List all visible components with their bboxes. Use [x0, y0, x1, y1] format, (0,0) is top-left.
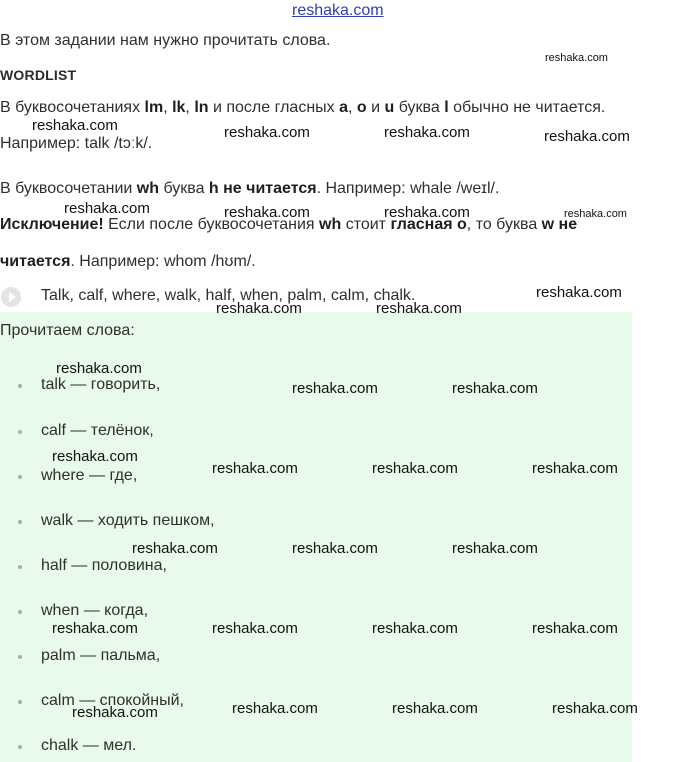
audio-label: Talk, calf, where, walk, half, when, palm, calm, chalk.: [41, 287, 416, 304]
watermark: reshaka.com: [52, 620, 138, 637]
watermark: reshaka.com: [372, 460, 458, 477]
watermark: reshaka.com: [224, 124, 310, 141]
rule-3-text: Исключение! Если после буквосочетания wh стоит гласная o, то буква w не: [0, 216, 578, 233]
bullet-icon: [18, 430, 22, 434]
watermark: reshaka.com: [52, 448, 138, 465]
word-text: walk — ходить пешком,: [41, 512, 215, 529]
rule-1-example: Например: talk /tɔːk/.: [0, 135, 153, 152]
bullet-icon: [18, 745, 22, 749]
watermark: reshaka.com: [56, 360, 142, 377]
site-logo-link[interactable]: reshaka.com: [292, 2, 384, 19]
watermark: reshaka.com: [292, 380, 378, 397]
watermark: reshaka.com: [452, 540, 538, 557]
bullet-icon: [18, 475, 22, 479]
word-text: palm — пальма,: [41, 647, 161, 664]
watermark: reshaka.com: [552, 700, 638, 717]
bullet-icon: [18, 520, 22, 524]
word-text: half — половина,: [41, 557, 167, 574]
watermark: reshaka.com: [532, 620, 618, 637]
watermark: reshaka.com: [532, 460, 618, 477]
watermark: reshaka.com: [132, 540, 218, 557]
watermark: reshaka.com: [72, 704, 158, 721]
bullet-icon: [18, 700, 22, 704]
word-text: calf — телёнок,: [41, 422, 154, 439]
word-text: talk — говорить,: [41, 376, 161, 393]
watermark: reshaka.com: [536, 284, 622, 301]
rule-2-text: В буквосочетании wh буква h не читается. Например: whale /weɪl/.: [0, 180, 500, 197]
play-icon[interactable]: [1, 287, 21, 307]
watermark: reshaka.com: [392, 700, 478, 717]
watermark: reshaka.com: [64, 200, 150, 217]
watermark: reshaka.com: [564, 208, 627, 220]
watermark: reshaka.com: [32, 117, 118, 134]
section-heading: WORDLIST: [0, 67, 77, 83]
word-text: where — где,: [41, 467, 138, 484]
bullet-icon: [18, 565, 22, 569]
word-text: chalk — мел.: [41, 737, 137, 754]
watermark: reshaka.com: [452, 380, 538, 397]
word-text: when — когда,: [41, 602, 149, 619]
watermark: reshaka.com: [545, 52, 608, 64]
bullet-icon: [18, 384, 22, 388]
bullet-icon: [18, 655, 22, 659]
watermark: reshaka.com: [544, 128, 630, 145]
watermark: reshaka.com: [384, 124, 470, 141]
watermark: reshaka.com: [372, 620, 458, 637]
watermark: reshaka.com: [292, 540, 378, 557]
watermark: reshaka.com: [216, 300, 302, 317]
bullet-icon: [18, 610, 22, 614]
rule-1-text: В буквосочетаниях lm, lk, ln и после гласных a, o и u буква l обычно не читается.: [0, 99, 606, 116]
watermark: reshaka.com: [376, 300, 462, 317]
watermark: reshaka.com: [212, 460, 298, 477]
watermark: reshaka.com: [212, 620, 298, 637]
solution-title: Прочитаем слова:: [0, 322, 135, 339]
watermark: reshaka.com: [384, 204, 470, 221]
intro-text: В этом задании нам нужно прочитать слова.: [0, 32, 331, 49]
word-text: calm — спокойный,: [41, 692, 184, 709]
watermark: reshaka.com: [224, 204, 310, 221]
watermark: reshaka.com: [232, 700, 318, 717]
rule-3-example: читается. Например: whom /hʊm/.: [0, 253, 256, 270]
